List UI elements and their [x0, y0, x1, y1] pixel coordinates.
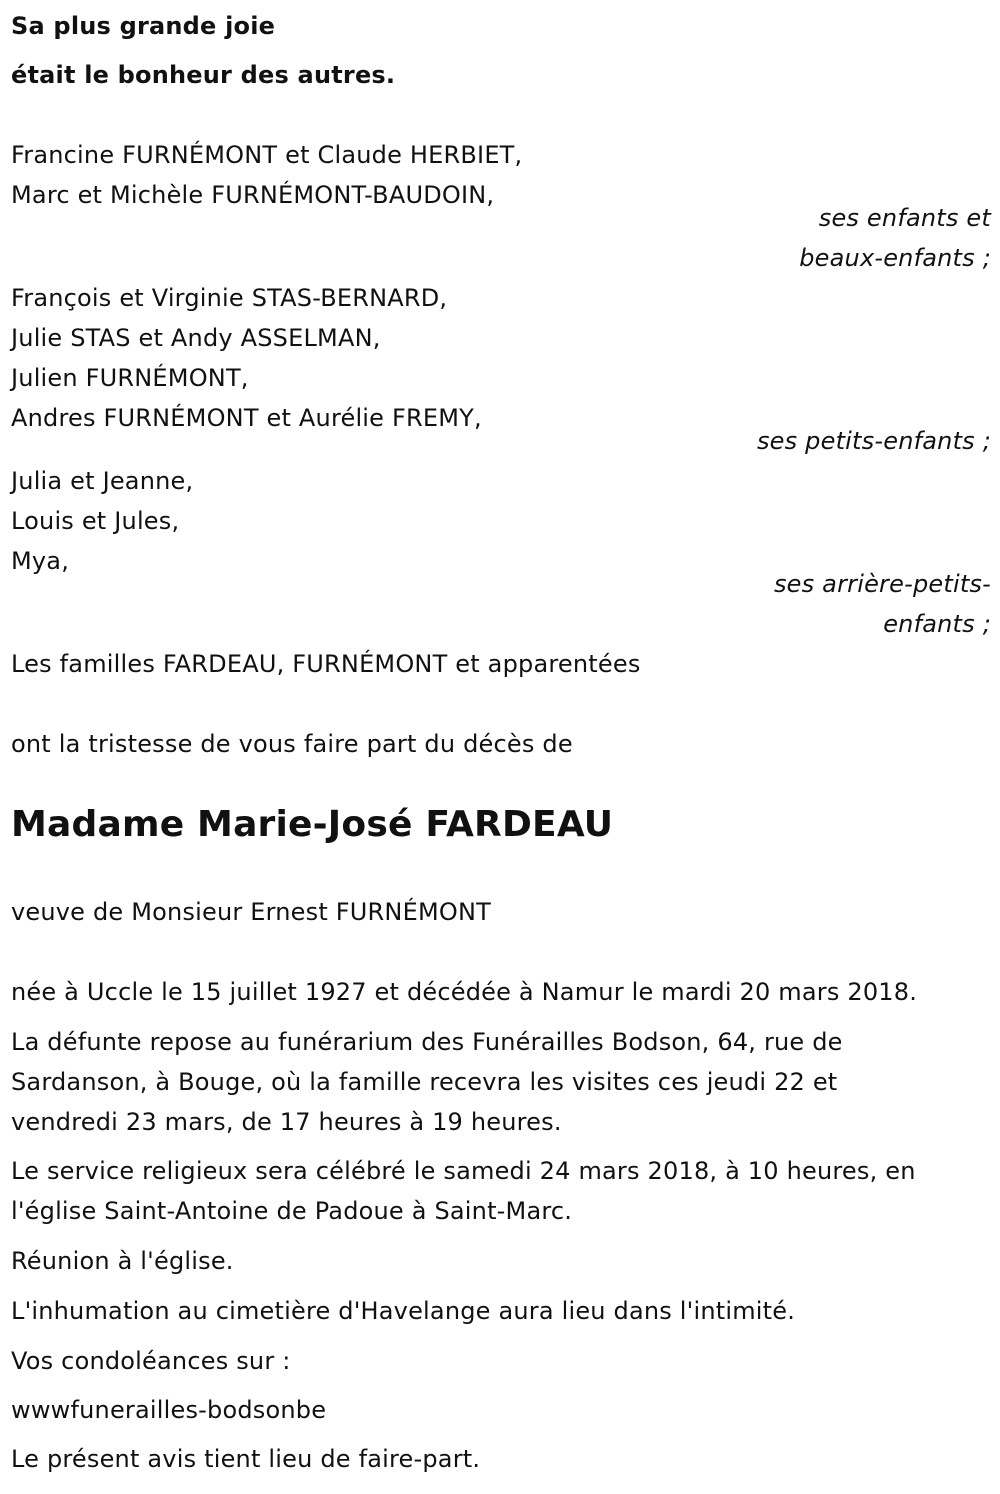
condolences-line: Vos condoléances sur : [11, 1347, 291, 1375]
great-grandchildren-role-line-2: enfants ; [883, 610, 991, 638]
grandchildren-name-4: Andres FURNÉMONT et Aurélie FREMY, [11, 404, 482, 432]
grandchildren-name-3: Julien FURNÉMONT, [11, 364, 249, 392]
children-name-1: Francine FURNÉMONT et Claude HERBIET, [11, 141, 523, 169]
children-name-2: Marc et Michèle FURNÉMONT-BAUDOIN, [11, 181, 495, 209]
epigraph-line-2: était le bonheur des autres. [11, 61, 396, 89]
burial-line: L'inhumation au cimetière d'Havelange aura lieu dans l'intimité. [11, 1297, 796, 1325]
families-line: Les familles FARDEAU, FURNÉMONT et apparentées [11, 650, 641, 678]
announcement-line: ont la tristesse de vous faire part du décès de [11, 730, 573, 758]
website-link[interactable]: wwwfunerailles-bodsonbe [11, 1396, 327, 1424]
repose-line-3: vendredi 23 mars, de 17 heures à 19 heures. [11, 1108, 562, 1136]
epigraph-line-1: Sa plus grande joie [11, 12, 276, 40]
closing-line: Le présent avis tient lieu de faire-part. [11, 1445, 481, 1473]
great-grandchildren-name-3: Mya, [11, 547, 70, 575]
deceased-name: Madame Marie-José FARDEAU [11, 804, 614, 845]
great-grandchildren-name-1: Julia et Jeanne, [11, 467, 194, 495]
service-line-1: Le service religieux sera célébré le samedi 24 mars 2018, à 10 heures, en [11, 1157, 916, 1185]
children-role-line-2: beaux-enfants ; [799, 244, 991, 272]
great-grandchildren-name-2: Louis et Jules, [11, 507, 180, 535]
grandchildren-name-1: François et Virginie STAS-BERNARD, [11, 284, 448, 312]
reunion-line: Réunion à l'église. [11, 1247, 234, 1275]
repose-line-2: Sardanson, à Bouge, où la famille recevra les visites ces jeudi 22 et [11, 1068, 838, 1096]
grandchildren-name-2: Julie STAS et Andy ASSELMAN, [11, 324, 381, 352]
deceased-dates: née à Uccle le 15 juillet 1927 et décédée à Namur le mardi 20 mars 2018. [11, 978, 918, 1006]
grandchildren-role: ses petits-enfants ; [756, 427, 991, 455]
children-role-line-1: ses enfants et [818, 204, 991, 232]
service-line-2: l'église Saint-Antoine de Padoue à Saint-Marc. [11, 1197, 573, 1225]
great-grandchildren-role-line-1: ses arrière-petits- [773, 570, 991, 598]
deceased-relation: veuve de Monsieur Ernest FURNÉMONT [11, 898, 491, 926]
repose-line-1: La défunte repose au funérarium des Funérailles Bodson, 64, rue de [11, 1028, 843, 1056]
